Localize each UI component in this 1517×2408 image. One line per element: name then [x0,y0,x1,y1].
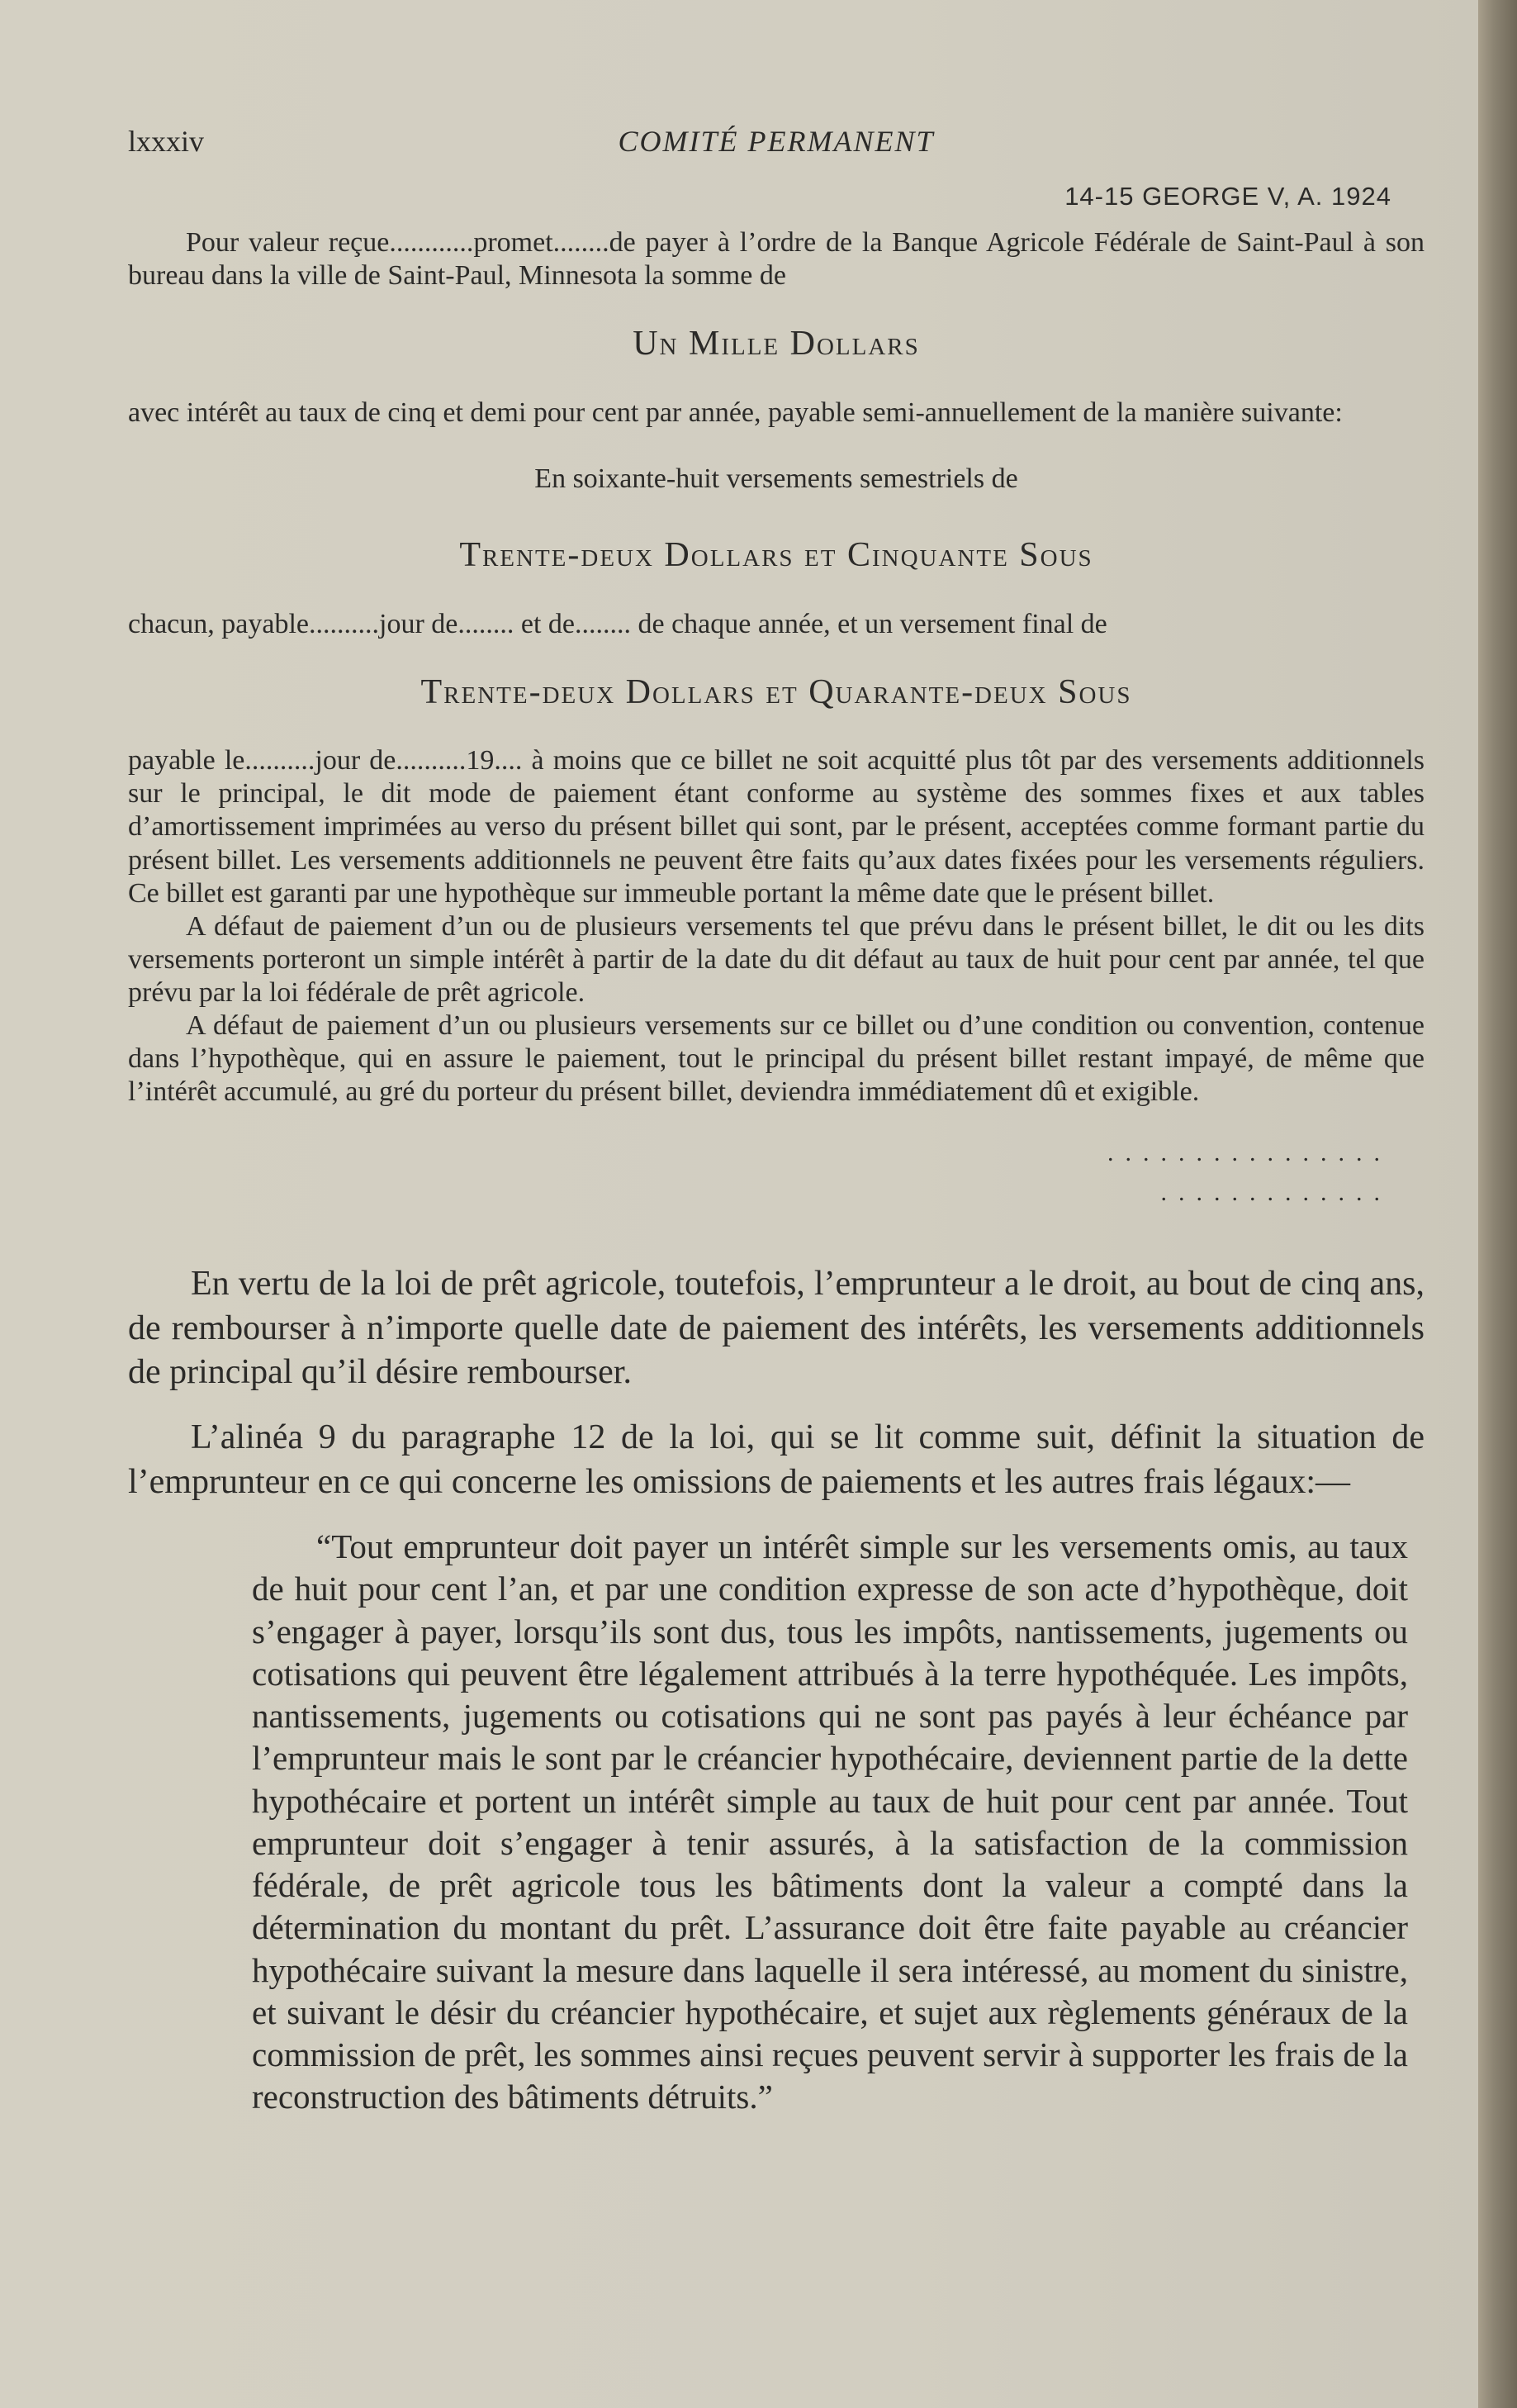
note-default-interest: A défaut de paiement d’un ou de plusieurs versements tel que prévu dans le présent billet, le dit ou les dits versements porteront un simple intérêt à partir de la date du dit défaut au taux de huit pour cent par année, tel que prévu par la loi fédérale de prêt agricole. [128,910,1425,1008]
note-each-payable: chacun, payable..........jour de........ et de........ de chaque année, et un versement final de [128,608,1107,639]
page-content [128,124,1425,2119]
law-quote: “Tout emprunteur doit payer un intérêt simple sur les versements omis, au taux de huit pour cent l’an, et par une condition expresse de son acte d’hypothèque, doit s’engager à payer, lorsqu’ils sont dus, tous les impôts, nantissements, jugements ou cotisations qui peuvent être légalement attribués à la terre hypothéquée. Les impôts, nantissements, jugements ou cotisations qui ne sont pas payés à leur échéance par l’emprunteur mais le sont par le créancier hypothécaire, deviennent partie de la dette hypothécaire et portent un intérêt simple au taux de huit pour cent par année. Tout emprunteur doit s’engager à tenir assurés, à la satisfaction de la commission fédérale, de prêt agricole tous les bâtiments dont la valeur a compté dans la détermination du montant du prêt. L’assurance doit être faite payable au créancier hypothécaire suivant la mesure dans laquelle il sera intéressé, au moment du sinistre, et suivant le désir du créancier hypothécaire, et sujet aux règlements généraux de la commission de prêt, les sommes ainsi reçues peuvent servir à supporter les frais de la reconstruction des bâtiments détruits.” [252,1527,1408,2116]
session-label: 14-15 GEORGE V, A. 1924 [1064,182,1391,211]
note-default-acceleration: A défaut de paiement d’un ou plusieurs versements sur ce billet ou d’une condition ou convention, contenue dans l’hypothèque, qui en assure le paiement, tout le principal du présent billet restant impayé, de même que l’intérêt accumulé, au gré du porteur du présent billet, deviendra immédiatement dû et exigible. [128,1010,1425,1108]
promissory-note [128,226,1425,1109]
body-paragraph-1: En vertu de la loi de prêt agricole, toutefois, l’emprunteur a le droit, au bout de cinq ans, de rembourser à n’importe quelle date de paiement des intérêts, les versements additionnels de principal qu’il désire rembourser. [128,1265,1425,1392]
note-intro: Pour valeur reçue............promet........de payer à l’ordre de la Banque Agricole Fédérale de Saint-Paul à son bureau dans la ville de Saint-Paul, Minnesota la somme de [128,227,1425,292]
page-header [128,124,1425,173]
installment-amount-title: Trente-deux Dollars et Cinquante Sous [459,535,1093,574]
running-title: COMITÉ PERMANENT [618,125,935,158]
folio-number: lxxxiv [128,125,205,158]
note-payable-terms: payable le..........jour de..........19.... à moins que ce billet ne soit acquitté plus tôt par des versements additionnels sur le principal, le dit mode de paiement étant conforme au système des sommes fixes et aux tables d’amortissement imprimées au verso du présent billet qui sont, par le présent, acceptées comme formant partie du présent billet. Les versements additionnels ne peuvent être faits qu’aux dates fixées pour les versements réguliers. Ce billet est garanti par une hypothèque sur immeuble portant la même date que le présent billet. [128,745,1425,909]
note-interest: avec intérêt au taux de cinq et demi pour cent par année, payable semi-annuellement de la manière suivante: [128,397,1343,428]
amount-title: Un Mille Dollars [633,325,920,363]
ellipsis-row: ................ [1107,1139,1391,1167]
ellipsis-row: ............. [1160,1179,1391,1207]
installments-line: En soixante-huit versements semestriels de [534,463,1018,494]
book-spine-edge [1478,0,1517,2408]
body-text [128,1262,1425,1504]
body-paragraph-2: L’alinéa 9 du paragraphe 12 de la loi, qui se lit comme suit, définit la situation de l’emprunteur en ce qui concerne les omissions de paiements et les autres frais légaux:— [128,1418,1425,1501]
final-amount-title: Trente-deux Dollars et Quarante-deux Sous [420,672,1132,711]
